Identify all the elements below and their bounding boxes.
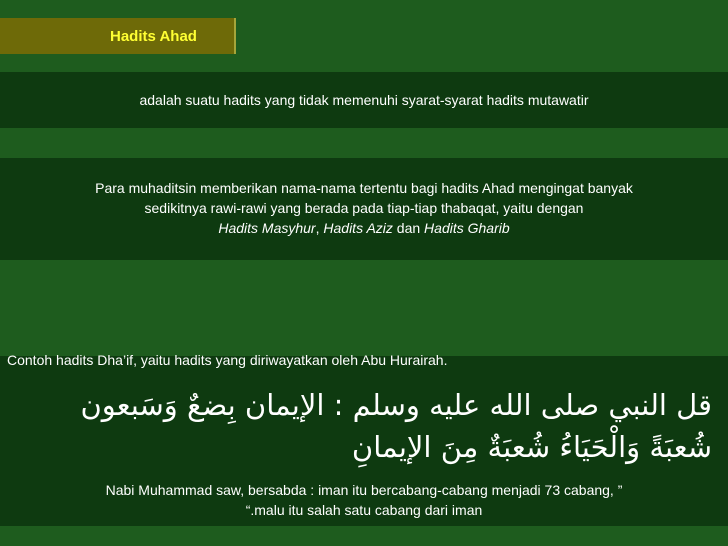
definition-text: adalah suatu hadits yang tidak memenuhi syarat-syarat hadits mutawatir — [139, 92, 589, 108]
arabic-hadith — [0, 384, 712, 468]
term-aziz: Hadits Aziz — [323, 220, 393, 236]
paragraph-line-2: sedikitnya rawi-rawi yang berada pada tiap-tiap thabaqat, yaitu dengan — [144, 200, 584, 216]
translation-text — [0, 480, 728, 520]
paragraph-text — [0, 178, 728, 238]
term-conjunction: dan — [396, 220, 421, 236]
translation-line-1: Nabi Muhammad saw, bersabda : iman itu bercabang-cabang menjadi 73 cabang, ” — [105, 482, 623, 498]
arabic-line-2: شُعبَةً وَالْحَيَاءُ شُعبَةٌ مِنَ الإيمانِ — [351, 430, 712, 464]
arabic-line-1: قل النبي صلى الله عليه وسلم : الإيمان بِضعٌ وَسَبعون — [80, 388, 712, 422]
paragraph-line-3 — [0, 218, 728, 238]
paragraph-line-1: Para muhaditsin memberikan nama-nama tertentu bagi hadits Ahad mengingat banyak — [95, 180, 633, 196]
slide-title: Hadits Ahad — [110, 28, 197, 45]
term-separator: , — [315, 220, 320, 236]
term-gharib: Hadits Gharib — [424, 220, 510, 236]
example-heading: Contoh hadits Dha’if, yaitu hadits yang diriwayatkan oleh Abu Hurairah. — [7, 352, 448, 368]
translation-line-2: “.malu itu salah satu cabang dari iman — [245, 502, 483, 518]
term-masyhur: Hadits Masyhur — [218, 220, 316, 236]
